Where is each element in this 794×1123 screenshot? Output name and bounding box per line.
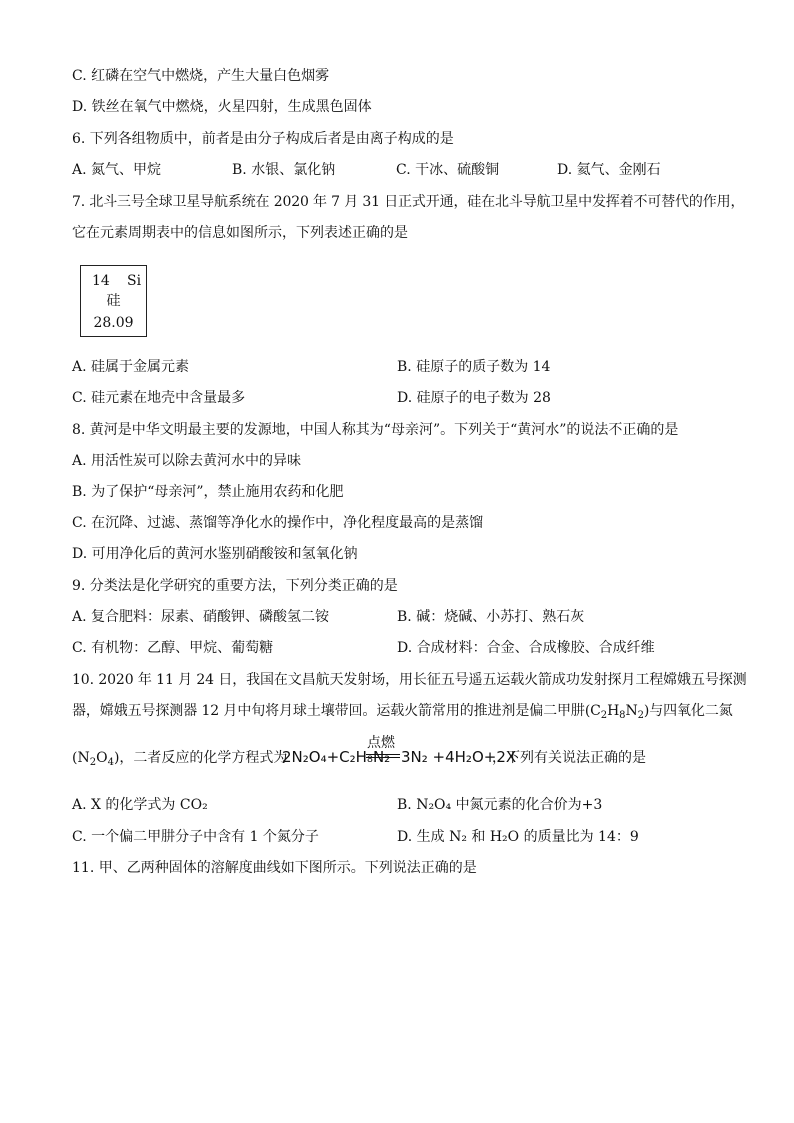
q10-option-c: C. 一个偏二甲肼分子中含有 1 个氮分子: [72, 829, 319, 845]
option-c-red-phosphorus: C. 红磷在空气中燃烧，产生大量白色烟雾: [72, 68, 330, 84]
q10-line3-text: )，二者反应的化学方程式为: [113, 750, 288, 766]
element-symbol: Si: [127, 273, 142, 289]
question-8-stem: 8. 黄河是中华文明最主要的发源地，中国人称其为“母亲河”。下列关于“黄河水”的说法不正确的是: [72, 422, 679, 438]
question-10-stem-line1: 10. 2020 年 11 月 24 日，我国在文昌航天发射场，用长征五号遥五运载火箭成功发射探月工程嫦娥五号探测: [72, 672, 747, 688]
q7-option-b: B. 硅原子的质子数为 14: [397, 359, 551, 375]
question-7-stem-line2: 它在元素周期表中的信息如图所示，下列表述正确的是: [72, 225, 408, 241]
q9-option-d: D. 合成材料：合金、合成橡胶、合成纤维: [397, 640, 655, 656]
equation-double-bar-top: [366, 754, 400, 755]
periodic-table-cell-silicon: [80, 265, 147, 337]
q9-option-c: C. 有机物：乙醇、甲烷、葡萄糖: [72, 640, 274, 656]
q10-h-label: H: [607, 703, 620, 719]
question-10-stem-line3: $(N_2O_4)$，二者反应的化学方程式为: [72, 750, 288, 768]
q10-n-label: N: [625, 703, 638, 719]
q7-option-a: A. 硅属于金属元素: [72, 359, 190, 375]
q8-option-c: C. 在沉降、过滤、蒸馏等净化水的操作中，净化程度最高的是蒸馏: [72, 515, 484, 531]
element-name: 硅: [106, 293, 121, 309]
equation-reactants: 2N₂O₄+C₂H₈N₂: [282, 748, 391, 766]
q10-line3-open: (N: [72, 750, 90, 766]
q10-line3-close: O: [96, 750, 108, 766]
question-10-stem-line2: 器，嫦娥五号探测器 12 月中旬将月球土壤带回。运载火箭常用的推进剂是偏二甲肼$(C_2H_8N_2)$与四氧化二氮: [72, 703, 733, 721]
q10-line2-text: 器，嫦娥五号探测器 12 月中旬将月球土壤带回。运载火箭常用的推进剂是偏二甲肼(C: [72, 703, 601, 719]
q7-option-c: C. 硅元素在地壳中含量最多: [72, 390, 246, 406]
atomic-number: 14: [92, 273, 110, 289]
q6-option-b: B. 水银、氯化钠: [232, 162, 336, 178]
question-10-stem-line3-tail: ，下列有关说法正确的是: [492, 750, 646, 766]
q9-option-b: B. 碱：烧碱、小苏打、熟石灰: [397, 609, 585, 625]
equation-products: 3N₂ +4H₂O+2X: [401, 748, 517, 766]
q6-option-d: D. 氦气、金刚石: [557, 162, 661, 178]
q9-option-a: A. 复合肥料：尿素、硝酸钾、磷酸氢二铵: [72, 609, 330, 625]
question-9-stem: 9. 分类法是化学研究的重要方法，下列分类正确的是: [72, 578, 398, 594]
relative-atomic-mass: 28.09: [93, 315, 134, 331]
q10-option-b: B. N₂O₄ 中氮元素的化合价为+3: [397, 797, 603, 813]
question-11-stem: 11. 甲、乙两种固体的溶解度曲线如下图所示。下列说法正确的是: [72, 860, 477, 876]
q8-option-b: B. 为了保护“母亲河”，禁止施用农药和化肥: [72, 484, 344, 500]
question-7-stem-line1: 7. 北斗三号全球卫星导航系统在 2020 年 7 月 31 日正式开通，硅在北斗导航卫星中发挥着不可替代的作用，: [72, 194, 745, 210]
q10-option-a: A. X 的化学式为 CO₂: [72, 797, 208, 813]
question-6-stem: 6. 下列各组物质中，前者是由分子构成后者是由离子构成的是: [72, 131, 454, 147]
reaction-condition: 点燃: [367, 735, 395, 751]
q7-option-d: D. 硅原子的电子数为 28: [397, 390, 551, 406]
q10-option-d: D. 生成 N₂ 和 H₂O 的质量比为 14：9: [397, 829, 639, 845]
q6-option-c: C. 干冰、硫酸铜: [396, 162, 500, 178]
q6-option-a: A. 氮气、甲烷: [72, 162, 162, 178]
option-d-iron-wire: D. 铁丝在氧气中燃烧，火星四射，生成黑色固体: [72, 99, 372, 115]
q8-option-a: A. 用活性炭可以除去黄河水中的异味: [72, 453, 302, 469]
q8-option-d: D. 可用净化后的黄河水鉴别硝酸铵和氢氧化钠: [72, 546, 358, 562]
equation-double-bar-bottom: [366, 757, 400, 758]
q10-line2-tail: )与四氧化二氮: [643, 703, 733, 719]
